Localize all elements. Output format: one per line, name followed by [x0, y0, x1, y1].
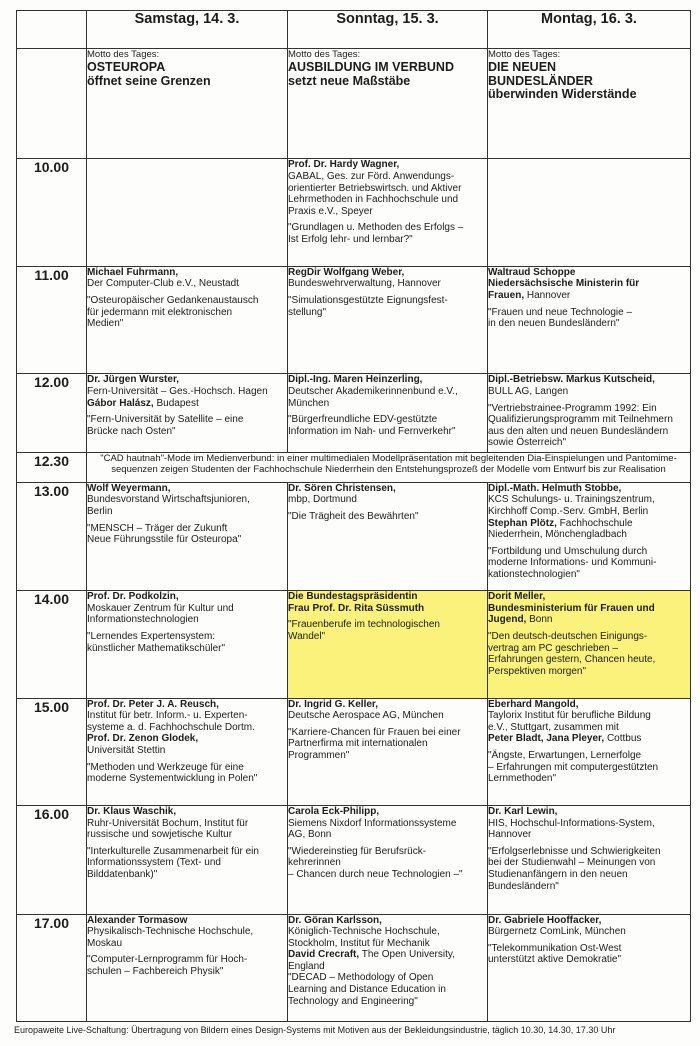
motto-row	[17, 49, 691, 159]
session-text: Stockholm, Institut für Mechanik	[288, 937, 430, 949]
talk-title: "Osteuropäischer Gedankenaustausch	[87, 295, 259, 307]
motto-cell-sunday	[288, 49, 488, 159]
session-text: Medien"	[87, 318, 124, 330]
session-text: in den neuen Bundesländern"	[488, 318, 620, 330]
session-text: AG, Bonn	[288, 829, 332, 841]
session-cell-saturday	[87, 266, 288, 373]
session-text: – Chancen durch neue Technologien –"	[288, 869, 463, 881]
session-text: kationstechnologien"	[488, 568, 580, 580]
speaker-name: Frau Prof. Dr. Rita Süssmuth	[288, 602, 425, 614]
talk-title: "Karriere-Chancen für Frauen bei einer	[288, 726, 461, 738]
speaker-name: Dr. Göran Karlsson,	[288, 914, 382, 926]
session-text: Stephan Plötz, Fachhochschule	[488, 517, 633, 529]
session-text: David Crecraft, The Open University,	[288, 949, 455, 961]
motto-line: öffnet seine Grenzen	[87, 73, 211, 88]
session-text: – Erfahrungen mit computergestützten	[488, 761, 659, 773]
session-text: Der Computer-Club e.V., Neustadt	[87, 278, 239, 290]
speaker-name: Prof. Dr. Peter J. A. Reusch,	[87, 698, 219, 710]
speaker-name: Dr. Klaus Waschik,	[87, 806, 177, 818]
session-cell-monday	[488, 159, 691, 266]
session-text: Gábor Halász, Budapest	[87, 397, 199, 409]
time-slot: 15.00	[17, 698, 87, 805]
session-text: systeme a. d. Fachhochschule Dortm.	[87, 721, 255, 733]
session-text: sowie Österreich"	[488, 437, 567, 449]
motto-cell-saturday	[87, 49, 288, 159]
session-text: Taylorix Institut für berufliche Bildung	[488, 710, 651, 722]
time-slot: 10.00	[17, 159, 87, 266]
session-text: Lernmethoden"	[488, 773, 557, 785]
schedule-row	[17, 914, 691, 1022]
time-slot: 11.00	[17, 266, 87, 373]
session-text: Moskau	[87, 937, 123, 949]
talk-title: "Simulationsgestützte Eignungsfest-	[288, 295, 448, 307]
session-text: kehrerinnen	[288, 857, 341, 869]
session-cell-sunday	[288, 806, 488, 914]
speaker-name: Dr. Karl Lewin,	[488, 806, 558, 818]
session-cell-monday	[488, 266, 691, 373]
speaker-name: Dr. Jürgen Wurster,	[87, 374, 180, 386]
session-text: Moskauer Zentrum für Kultur und	[87, 602, 234, 614]
time-slot: 17.00	[17, 914, 87, 1022]
session-text: stellung"	[288, 306, 327, 318]
speaker-name: Michael Fuhrmann,	[87, 266, 179, 278]
schedule-row	[17, 482, 691, 590]
session-text: Königlich-Technische Hochschule,	[288, 926, 440, 938]
speaker-name: Prof. Dr. Hardy Wagner,	[288, 159, 400, 171]
session-text: künstlicher Mathematikschüler"	[87, 642, 226, 654]
talk-title: "Bürgerfreundliche EDV-gestützte	[288, 414, 438, 426]
session-text: Informationssystem (Text- und	[87, 857, 221, 869]
session-cell-monday	[488, 698, 691, 805]
day-header-saturday: Samstag, 14. 3.	[87, 11, 288, 49]
schedule-row	[17, 374, 691, 452]
session-cell-saturday	[87, 482, 288, 590]
session-text: Informationstechnologien	[87, 614, 199, 626]
time-slot: 13.00	[17, 482, 87, 590]
motto-line: überwinden Widerstände	[488, 87, 637, 101]
session-cell-monday	[488, 591, 691, 698]
talk-title: "Erfolgserlebnisse und Schwierigkeiten	[488, 845, 661, 857]
speaker-name: Carola Eck-Philipp,	[288, 806, 380, 818]
schedule-row	[17, 698, 691, 805]
session-text: Studienanfängern in den neuen	[488, 869, 628, 881]
session-text: moderne Systementwicklung in Polen"	[87, 773, 258, 785]
speaker-name: Niedersächsische Ministerin für	[488, 278, 640, 290]
session-text: München	[288, 397, 330, 409]
session-cell-saturday	[87, 914, 288, 1022]
session-text: Learning and Distance Education in	[288, 984, 446, 996]
talk-title: "Den deutsch-deutschen Einigungs-	[488, 630, 648, 642]
schedule-row	[17, 159, 691, 266]
talk-title: "Fortbildung und Umschulung durch	[488, 545, 648, 557]
speaker-name: Dr. Ingrid G. Keller,	[288, 698, 379, 710]
full-width-event	[87, 452, 691, 482]
motto-time-cell	[17, 49, 87, 159]
session-text: Bundeswehrverwaltung, Hannover	[288, 278, 441, 290]
session-text: orientierter Betriebswirtsch. und Aktiver	[288, 182, 462, 194]
schedule-row	[17, 591, 691, 698]
session-text: Technology and Engineering"	[288, 995, 418, 1007]
speaker-name: Waltraud Schoppe	[488, 266, 576, 278]
session-text: Wandel"	[288, 630, 326, 642]
speaker-name: Die Bundestagspräsidentin	[288, 591, 418, 603]
session-text: Ruhr-Universität Bochum, Institut für	[87, 817, 249, 829]
session-text: Erfahrungen gestern, Chancen heute,	[488, 654, 656, 666]
day-header-monday: Montag, 16. 3.	[488, 11, 691, 49]
talk-title: "Frauen und neue Technologie –	[488, 306, 633, 318]
motto-line: BUNDESLÄNDER	[488, 73, 593, 88]
session-cell-saturday	[87, 698, 288, 805]
session-text: HIS, Hochschul-Informations-System,	[488, 817, 655, 829]
session-text: Partnerfirma mit internationalen	[288, 738, 428, 750]
session-text: Brücke nach Osten"	[87, 425, 176, 437]
talk-title: "Ängste, Erwartungen, Lernerfolge	[488, 750, 642, 761]
motto-line: OSTEUROPA	[87, 60, 166, 74]
speaker-name: Prof. Dr. Zenon Glodek,	[87, 733, 199, 745]
session-text: Niederrhein, Mönchengladbach	[488, 529, 627, 541]
day-header-sunday: Sonntag, 15. 3.	[288, 11, 488, 49]
session-cell-saturday	[87, 591, 288, 698]
session-text: KCS Schulungs- u. Trainingszentrum,	[488, 494, 655, 506]
session-text: Berlin	[87, 505, 113, 517]
session-cell-saturday	[87, 806, 288, 914]
session-text: Bundesvorstand Wirtschaftsjunioren,	[87, 494, 250, 506]
motto-line: DIE NEUEN	[488, 60, 557, 74]
session-cell-saturday	[87, 374, 288, 452]
speaker-name: Dr. Gabriele Hooffacker,	[488, 914, 602, 926]
session-text: Kirchhoff Comp.-Serv. GmbH, Berlin	[488, 505, 649, 517]
speaker-name: Dorit Meller,	[488, 591, 546, 603]
session-text: Peter Bladt, Jana Pleyer, Cottbus	[488, 733, 642, 745]
speaker-name: Dr. Sören Christensen,	[288, 482, 396, 494]
speaker-name: Prof. Dr. Podkolzin,	[87, 591, 179, 603]
event-line: sequenzen zeigen Studenten der Fachhochschule Niederrhein den Entstehungsprozeß der Modelle vom Entwurf bis zur Realisation	[111, 464, 666, 476]
session-text: unterstützt aktive Demokratie"	[488, 954, 622, 966]
time-column-header	[17, 11, 87, 49]
talk-title: "Die Trägheit des Bewährten"	[288, 510, 419, 522]
motto-label: Motto des Tages:	[288, 49, 361, 60]
session-cell-monday	[488, 482, 691, 590]
session-cell-saturday	[87, 159, 288, 266]
session-text: Neue Führungsstile für Osteuropa"	[87, 534, 242, 546]
session-text: Lehrmethoden in Fachhochschule und	[288, 194, 459, 206]
session-cell-sunday	[288, 482, 488, 590]
time-slot: 12.00	[17, 374, 87, 452]
footer-note: Europaweite Live-Schaltung: Übertragung von Bildern eines Design-Systems mit Motiven aus der Bekleidungsindustrie, täglich 10.30, 14.30, 17.30 Uhr	[14, 1025, 616, 1035]
talk-title: "Wiedereinstieg für Berufsrück-	[288, 845, 427, 857]
session-text: Universität Stettin	[87, 745, 166, 756]
session-cell-sunday	[288, 374, 488, 452]
session-text: Ist Erfolg lehr- und lernbar?"	[288, 234, 413, 246]
session-text: Deutsche Aerospace AG, München	[288, 710, 444, 722]
session-text: Deutscher Akademikerinnenbund e.V.,	[288, 385, 458, 397]
session-text: für jedermann mit elektronischen	[87, 306, 233, 318]
talk-title: "Lernendes Expertensystem:	[87, 630, 216, 642]
speaker-name: Eberhard Mangold,	[488, 698, 579, 710]
session-text: Information im Nah- und Fernverkehr"	[288, 425, 456, 437]
event-line: "CAD hautnah"-Mode im Medienverbund: in einer multimedialen Modellpräsentation mit begleitenden Dia-Einspielungen und Pantomime-	[100, 452, 677, 464]
session-text: Praxis e.V., Speyer	[288, 205, 373, 217]
motto-cell-monday	[488, 49, 691, 159]
time-slot: 16.00	[17, 806, 87, 914]
session-text: Perspektiven morgen"	[488, 665, 587, 677]
talk-title: "Frauenberufe im technologischen	[288, 619, 440, 631]
session-text: mbp, Dortmund	[288, 494, 357, 506]
schedule-row	[17, 452, 691, 482]
speaker-name: Dipl.-Math. Helmuth Stobbe,	[488, 482, 622, 494]
session-cell-sunday	[288, 698, 488, 805]
motto-text	[488, 61, 690, 102]
session-text: Bilddatenbank)"	[87, 869, 158, 881]
session-text: aus den alten und neuen Bundesländern	[488, 425, 669, 437]
session-text: Fern-Universität – Ges.-Hochsch. Hagen	[87, 385, 268, 397]
talk-title: "Telekommunikation Ost-West	[488, 942, 622, 954]
session-cell-monday	[488, 914, 691, 1022]
talk-title: "Vertriebstrainee-Programm 1992: Ein	[488, 402, 657, 414]
session-text: bei der Studienwahl – Meinungen von	[488, 857, 656, 869]
session-cell-sunday	[288, 914, 488, 1022]
session-text: "DECAD – Methodology of Open	[288, 972, 434, 984]
motto-text	[288, 61, 487, 88]
schedule-row	[17, 266, 691, 373]
talk-title: "MENSCH – Träger der Zukunft	[87, 522, 228, 534]
session-text: GABAL, Ges. zur Förd. Anwendungs-	[288, 171, 455, 183]
speaker-name: RegDir Wolfgang Weber,	[288, 266, 405, 278]
session-text: Bundesländern"	[488, 880, 559, 892]
talk-title: "Interkulturelle Zusammenarbeit für ein	[87, 845, 259, 857]
motto-line: setzt neue Maßstäbe	[288, 73, 411, 88]
session-cell-sunday	[288, 159, 488, 266]
schedule-row	[17, 806, 691, 914]
speaker-name: Alexander Tormasow	[87, 914, 188, 926]
talk-title: "Methoden und Werkzeuge für eine	[87, 761, 244, 773]
session-text: Siemens Nixdorf Informationssysteme	[288, 817, 457, 829]
motto-line: AUSBILDUNG IM VERBUND	[288, 60, 454, 74]
talk-title: "Grundlagen u. Methoden des Erfolgs –	[288, 222, 464, 234]
session-cell-sunday	[288, 591, 488, 698]
session-text: russische und sowjetische Kultur	[87, 829, 233, 841]
session-text: England	[288, 960, 325, 972]
session-text: moderne Informations- und Kommuni-	[488, 557, 657, 569]
time-slot: 12.30	[17, 452, 87, 482]
session-text: e.V., Stuttgart, zusammen mit	[488, 721, 619, 733]
session-cell-sunday	[288, 266, 488, 373]
session-text: Frauen, Hannover	[488, 290, 571, 302]
day-header-row	[17, 11, 691, 49]
session-text: vertrag am PC geschrieben –	[488, 642, 619, 654]
speaker-name: Bundesministerium für Frauen und	[488, 602, 655, 614]
speaker-name: Dipl.-Betriebsw. Markus Kutscheid,	[488, 374, 655, 386]
session-text: Bürgernetz ComLink, München	[488, 926, 626, 938]
session-cell-monday	[488, 806, 691, 914]
session-text: Qualifizierungsprogramm mit Teilnehmern	[488, 414, 673, 426]
session-cell-monday	[488, 374, 691, 452]
motto-label: Motto des Tages:	[87, 49, 160, 60]
motto-text	[87, 61, 287, 88]
session-text: schulen – Fachbereich Physik"	[87, 965, 224, 977]
session-text: Jugend, Bonn	[488, 614, 553, 626]
session-text: BULL AG, Langen	[488, 385, 569, 397]
talk-title: "Fern-Universität by Satellite – eine	[87, 414, 244, 426]
motto-label: Motto des Tages:	[488, 49, 561, 60]
session-text: Programmen"	[288, 750, 350, 761]
speaker-name: Wolf Weyermann,	[87, 482, 171, 494]
session-text: Physikalisch-Technische Hochschule,	[87, 926, 254, 938]
time-slot: 14.00	[17, 591, 87, 698]
schedule-table	[16, 10, 691, 1022]
talk-title: "Computer-Lernprogramm für Hoch-	[87, 954, 248, 966]
session-text: Hannover	[488, 829, 532, 841]
speaker-name: Dipl.-Ing. Maren Heinzerling,	[288, 374, 423, 386]
session-text: Institut für betr. Inform.- u. Experten-	[87, 710, 248, 722]
